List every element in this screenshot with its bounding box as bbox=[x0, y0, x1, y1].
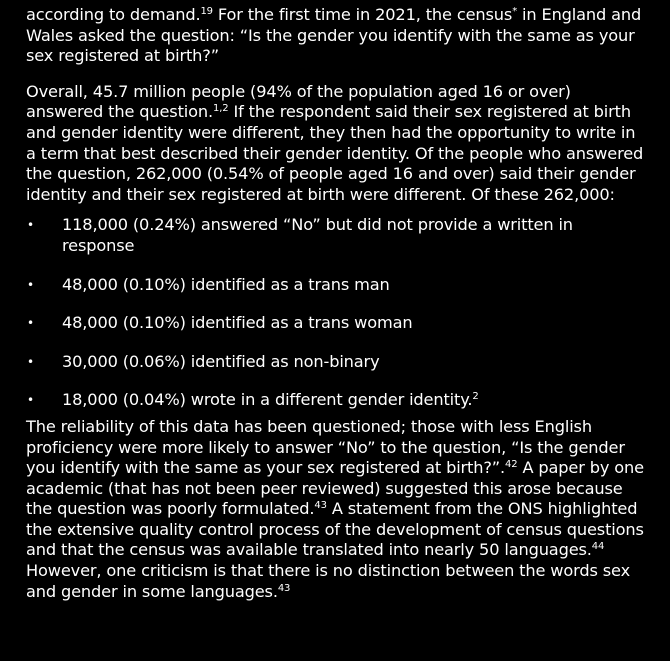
list-item bbox=[26, 313, 646, 334]
para3-text-4: However, one criticism is that there is no distinction between the words sex and gender in some languages. bbox=[26, 561, 630, 601]
bullet-icon: • bbox=[27, 277, 34, 292]
list-item bbox=[26, 275, 646, 296]
para3-text-2: A paper by one academic (that has not been peer reviewed) suggested this arose because the question was poorly formulated. bbox=[26, 458, 644, 519]
gender-identity-list bbox=[26, 215, 646, 411]
para2-text-2: If the respondent said their sex registered at birth and gender identity were different, they then had the opportunity to write in a term that best described their gender identity. Of the people who answered the question, 262,000 (0.54% of people aged 16 and over) said their gender identity and their sex registered at birth were different. Of these 262,000: bbox=[26, 102, 644, 204]
para2-text-1: Overall, 45.7 million people (94% of the population aged 16 or over) answered the question. bbox=[26, 81, 571, 122]
list-item-text: 48,000 (0.10%) identified as a trans woman bbox=[62, 313, 413, 333]
footnote-ref[interactable]: 42 bbox=[505, 459, 518, 471]
asterisk-note: * bbox=[512, 6, 518, 17]
footnote-ref[interactable]: 43 bbox=[314, 500, 327, 512]
para1-text-1: according to demand. bbox=[26, 5, 201, 24]
footnote-ref[interactable]: 43 bbox=[277, 582, 291, 594]
paragraph-overall-results bbox=[26, 82, 646, 206]
document-body bbox=[26, 5, 646, 602]
list-item-text: 18,000 (0.04%) wrote in a different gender identity. bbox=[62, 390, 473, 410]
list-item bbox=[26, 215, 646, 256]
para1-text-2: For the first time in 2021, the census bbox=[212, 5, 513, 24]
para1-text-3: in England and Wales asked the question: “Is the gender you identify with the same as your sex registered at birth?” bbox=[26, 5, 642, 66]
list-item bbox=[26, 390, 646, 411]
footnote-ref[interactable]: 44 bbox=[591, 541, 605, 553]
paragraph-reliability bbox=[26, 417, 646, 602]
list-item bbox=[26, 352, 646, 373]
bullet-icon: • bbox=[27, 393, 34, 408]
list-item-text: 30,000 (0.06%) identified as non-binary bbox=[62, 351, 380, 371]
bullet-icon: • bbox=[27, 316, 34, 331]
para3-text-1: The reliability of this data has been questioned; those with less English proficiency were more likely to answer “No” to the question, “Is the gender you identify with the same as your sex registered at birth?”. bbox=[26, 416, 625, 478]
para3-text-3: A statement from the ONS highlighted the extensive quality control process of the development of census questions and that the census was available translated into nearly 50 languages. bbox=[26, 499, 644, 560]
footnote-ref[interactable]: 19 bbox=[200, 6, 213, 17]
paragraph-census-intro bbox=[26, 5, 646, 67]
bullet-icon: • bbox=[27, 218, 34, 233]
list-item-text: 118,000 (0.24%) answered “No” but did not provide a written in response bbox=[62, 215, 573, 255]
footnote-ref[interactable]: 2 bbox=[472, 391, 479, 403]
bullet-icon: • bbox=[27, 354, 34, 369]
footnote-ref[interactable]: 1,2 bbox=[212, 103, 229, 115]
list-item-text: 48,000 (0.10%) identified as a trans man bbox=[62, 274, 390, 294]
